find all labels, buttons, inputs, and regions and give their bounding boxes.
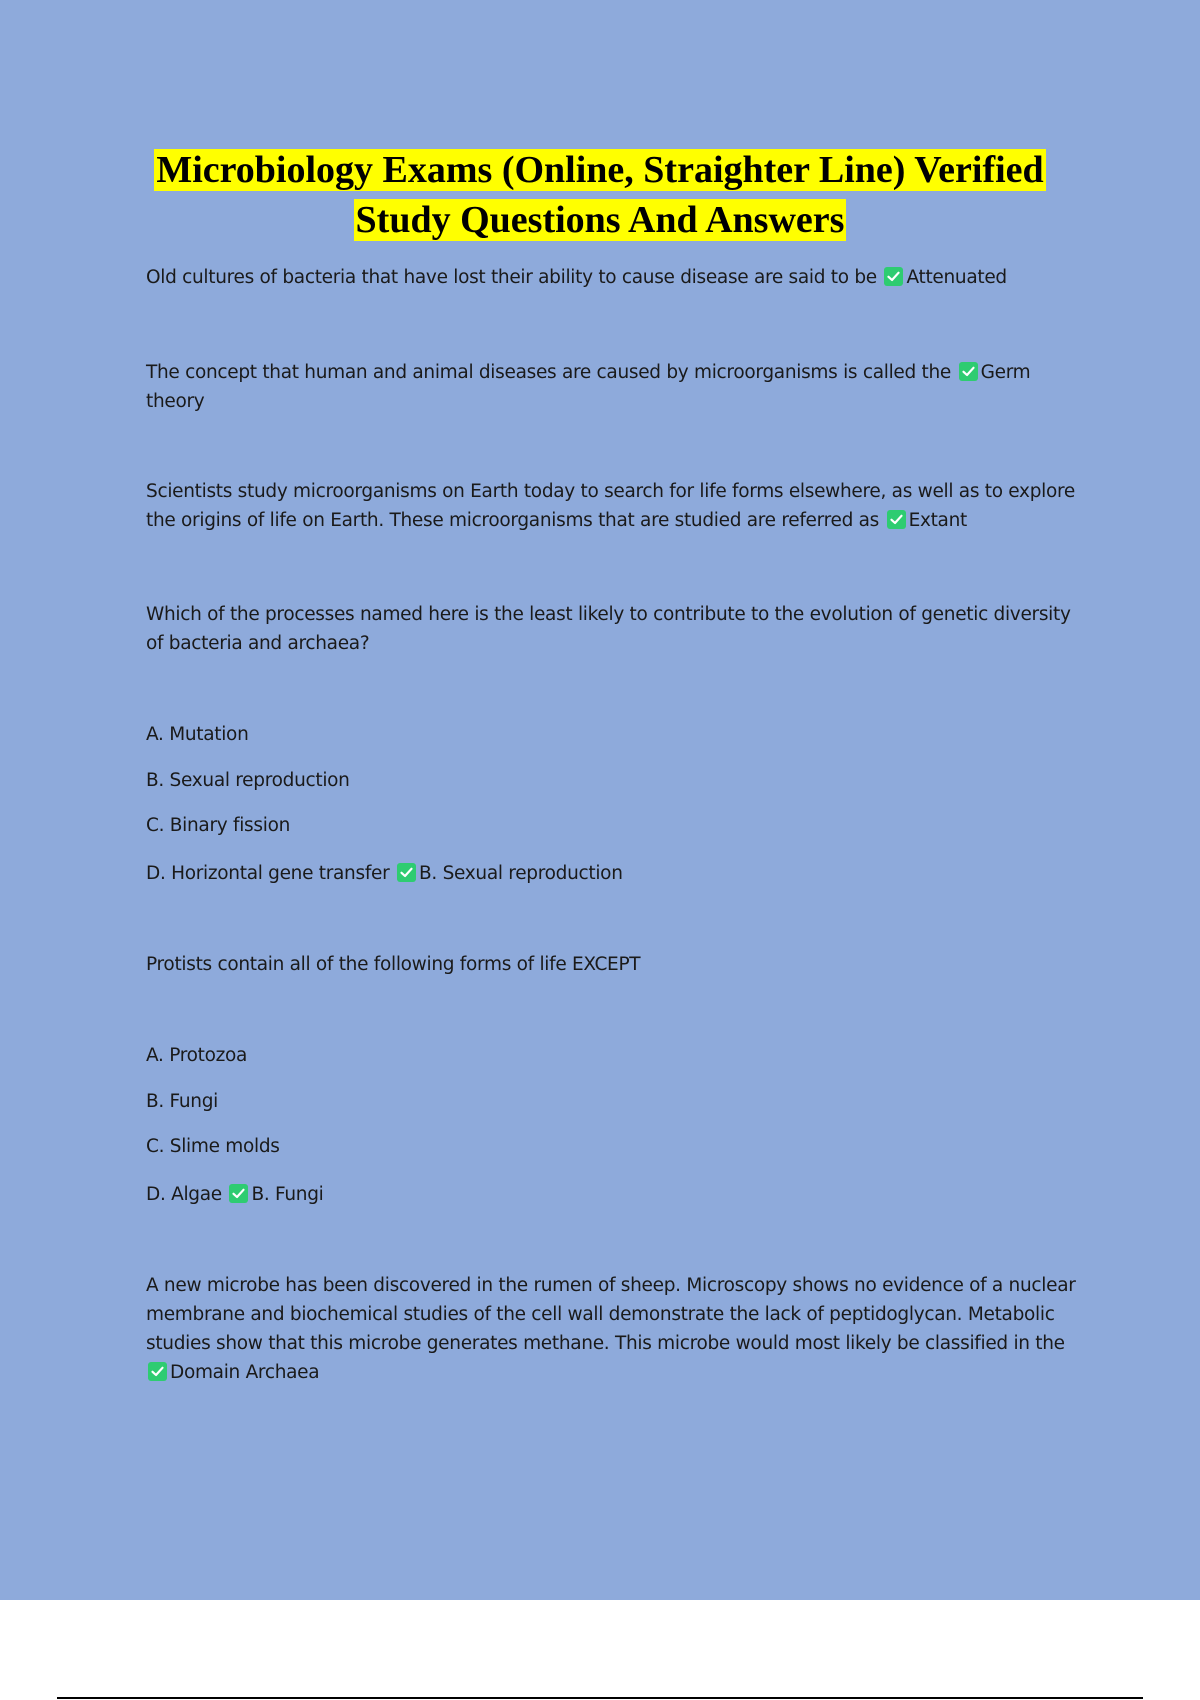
question-text: Which of the processes named here is the least likely to contribute to the evolution of genetic diversity of bacteria and archaea?: [146, 604, 1071, 654]
check-mark-icon: [884, 267, 903, 286]
option-b: B. Sexual reproduction: [146, 770, 350, 791]
check-mark-icon: [148, 1362, 167, 1381]
qa-item-3: [146, 477, 1076, 535]
option-b: B. Fungi: [146, 1091, 219, 1112]
question-text: Old cultures of bacteria that have lost their ability to cause disease are said to be: [146, 267, 877, 288]
option-a: A. Protozoa: [146, 1045, 248, 1066]
check-mark-icon: [959, 362, 978, 381]
option-d: D. Algae: [146, 1184, 222, 1205]
qa-item-6: [146, 1271, 1076, 1387]
answer-text: Extant: [908, 510, 967, 531]
question-text: The concept that human and animal diseases are caused by microorganisms is called the: [146, 362, 951, 383]
answer-text: Germ theory: [146, 362, 1031, 412]
qa-item-4-question: [146, 600, 1076, 658]
title-line-1: Microbiology Exams (Online, Straighter Line) Verified: [156, 149, 1044, 191]
document-title: [0, 145, 1200, 245]
answer-text: B. Sexual reproduction: [419, 863, 623, 884]
option-c: C. Binary fission: [146, 815, 291, 836]
footer-divider: [57, 1697, 1143, 1699]
qa-item-5-question: [146, 950, 1076, 979]
answer-text: B. Fungi: [251, 1184, 324, 1205]
option-d-with-answer: [146, 1180, 1076, 1209]
question-text: A new microbe has been discovered in the rumen of sheep. Microscopy shows no evidence of a nuclear membrane and biochemical studies of the cell wall demonstrate the lack of peptidoglycan. Metabolic studies show that this microbe generates methane. This microbe would most likely be classified in the: [146, 1275, 1076, 1354]
check-mark-icon: [397, 863, 416, 882]
option-d: D. Horizontal gene transfer: [146, 863, 390, 884]
answer-text: Domain Archaea: [170, 1362, 320, 1383]
question-text: Scientists study microorganisms on Earth today to search for life forms elsewhere, as well as to explore the origins of life on Earth. These microorganisms that are studied are referred as: [146, 481, 1075, 531]
check-mark-icon: [229, 1184, 248, 1203]
qa-item-2: [146, 358, 1076, 416]
qa-item-1: [146, 263, 1076, 292]
check-mark-icon: [887, 510, 906, 529]
option-d-with-answer: [146, 859, 1076, 888]
option-a: A. Mutation: [146, 724, 249, 745]
option-c: C. Slime molds: [146, 1136, 280, 1157]
answer-text: Attenuated: [906, 267, 1007, 288]
title-line-2: Study Questions And Answers: [355, 199, 845, 241]
question-text: Protists contain all of the following forms of life EXCEPT: [146, 954, 641, 975]
